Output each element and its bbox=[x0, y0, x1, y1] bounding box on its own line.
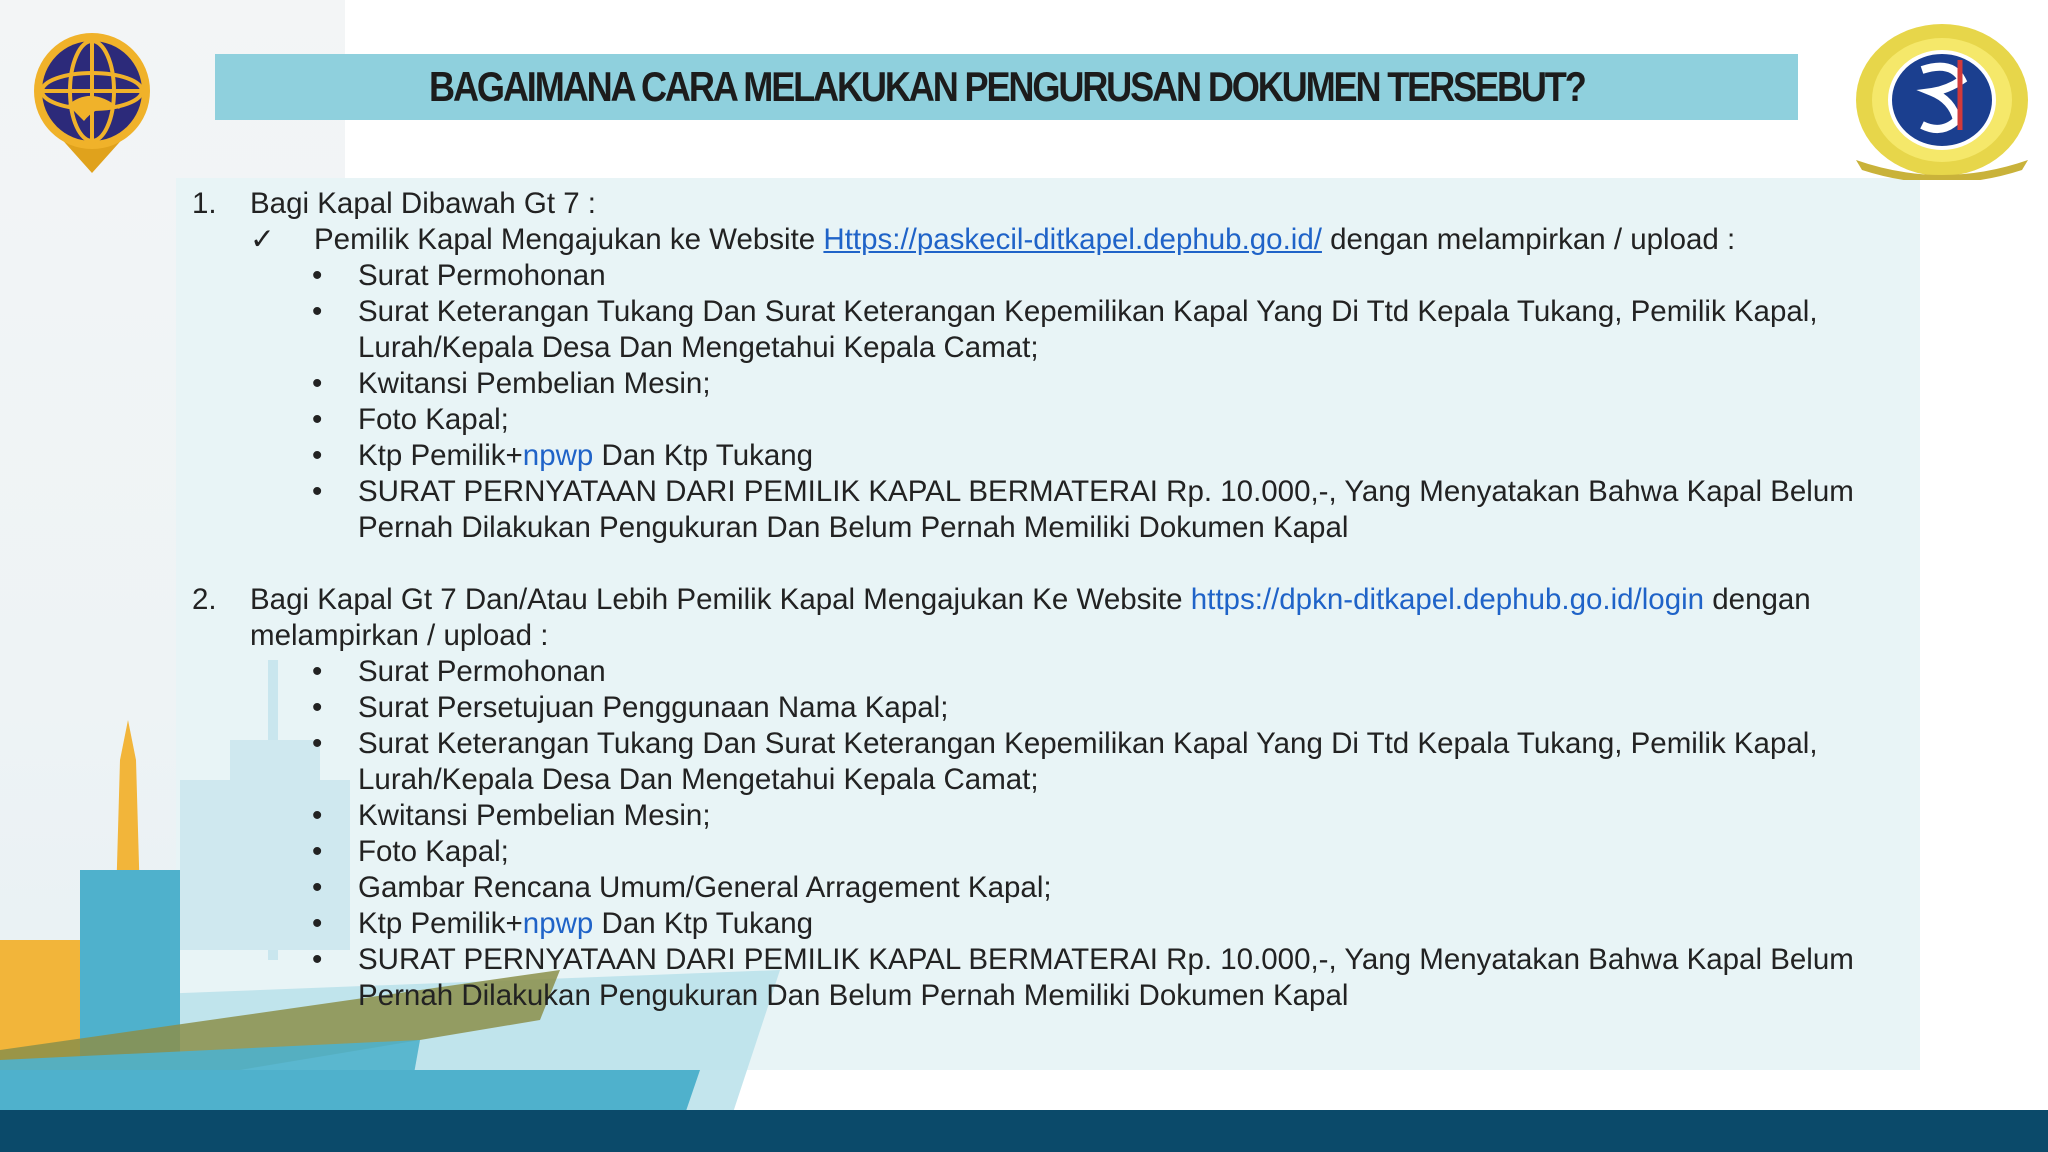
section-spacer bbox=[192, 546, 1912, 582]
list-item-text: SURAT PERNYATAAN DARI PEMILIK KAPAL BERMATERAI Rp. 10.000,-, Yang Menyatakan Bahwa Kapal Belum Pernah Dilakukan Pengukuran Dan Belum Pernah Memiliki Dokumen Kapal bbox=[358, 943, 1854, 1012]
section-heading bbox=[192, 582, 1912, 654]
checkmark-icon: ✓ bbox=[250, 223, 275, 256]
list-item-text: Dan Ktp Tukang bbox=[593, 439, 814, 472]
list-item-text: Ktp Pemilik+ bbox=[358, 439, 523, 472]
list-item-text: Surat Permohonan bbox=[358, 655, 606, 688]
list-item-text: Surat Keterangan Tukang Dan Surat Keterangan Kepemilikan Kapal Yang Di Ttd Kepala Tukang, Pemilik Kapal, Lurah/Kepala Desa Dan Mengetahui Kepala Camat; bbox=[358, 727, 1818, 796]
list-item bbox=[192, 942, 1912, 1014]
bullet-icon: • bbox=[312, 259, 323, 292]
bullet-icon: • bbox=[312, 871, 323, 904]
globe-eagle-icon bbox=[28, 25, 156, 175]
section-1 bbox=[192, 186, 1912, 546]
section-heading-prefix: Bagi Kapal Gt 7 Dan/Atau Lebih Pemilik Kapal Mengajukan Ke Website bbox=[250, 583, 1191, 616]
dpkn-website-link[interactable]: https://dpkn-ditkapel.dephub.go.id/login bbox=[1190, 583, 1705, 616]
list-item-text: SURAT PERNYATAAN DARI PEMILIK KAPAL BERMATERAI Rp. 10.000,-, Yang Menyatakan Bahwa Kapal Belum Pernah Dilakukan Pengukuran Dan Belum Pernah Memiliki Dokumen Kapal bbox=[358, 475, 1854, 544]
list-item-text: Kwitansi Pembelian Mesin; bbox=[358, 799, 711, 832]
list-item-text: Kwitansi Pembelian Mesin; bbox=[358, 367, 711, 400]
list-item-text: Gambar Rencana Umum/General Arragement Kapal; bbox=[358, 871, 1052, 904]
bullet-icon: • bbox=[312, 727, 323, 760]
list-item bbox=[192, 438, 1912, 474]
list-item bbox=[192, 294, 1912, 366]
list-item-text: Foto Kapal; bbox=[358, 835, 509, 868]
bullet-icon: • bbox=[312, 295, 323, 328]
list-item bbox=[192, 834, 1912, 870]
bullet-icon: • bbox=[312, 367, 323, 400]
paskecil-website-link[interactable]: Https://paskecil-ditkapel.dephub.go.id/ bbox=[823, 223, 1322, 256]
bullet-icon: • bbox=[312, 799, 323, 832]
bullet-icon: • bbox=[312, 475, 323, 508]
list-item bbox=[192, 366, 1912, 402]
npwp-link[interactable]: npwp bbox=[522, 439, 594, 472]
section-heading: Bagi Kapal Dibawah Gt 7 : bbox=[250, 187, 597, 220]
list-item bbox=[192, 258, 1912, 294]
list-item bbox=[192, 726, 1912, 798]
section-number: 2. bbox=[192, 583, 217, 616]
list-item-text: Dan Ktp Tukang bbox=[593, 907, 814, 940]
page-title: BAGAIMANA CARA MELAKUKAN PENGURUSAN DOKUMEN TERSEBUT? bbox=[428, 63, 1585, 110]
checklist-text-suffix: dengan melampirkan / upload : bbox=[1321, 223, 1736, 256]
section-1-requirements-list bbox=[192, 258, 1912, 546]
npwp-link[interactable]: npwp bbox=[522, 907, 594, 940]
bullet-icon: • bbox=[312, 403, 323, 436]
bullet-icon: • bbox=[312, 835, 323, 868]
bottom-band-dark bbox=[0, 1110, 2048, 1152]
document-body bbox=[192, 186, 1912, 1014]
list-item bbox=[192, 870, 1912, 906]
list-item bbox=[192, 906, 1912, 942]
list-item-text: Surat Persetujuan Penggunaan Nama Kapal; bbox=[358, 691, 949, 724]
list-item bbox=[192, 798, 1912, 834]
list-item-text: Surat Keterangan Tukang Dan Surat Keterangan Kepemilikan Kapal Yang Di Ttd Kepala Tukang, Pemilik Kapal, Lurah/Kepala Desa Dan Mengetahui Kepala Camat; bbox=[358, 295, 1818, 364]
section-2-requirements-list bbox=[192, 654, 1912, 1014]
list-item bbox=[192, 654, 1912, 690]
list-item-text: Foto Kapal; bbox=[358, 403, 509, 436]
section-heading-suffix: dengan melampirkan / upload : bbox=[250, 583, 1811, 652]
list-item-text: Ktp Pemilik+ bbox=[358, 907, 523, 940]
bullet-icon: • bbox=[312, 655, 323, 688]
bullet-icon: • bbox=[312, 439, 323, 472]
list-item-text: Surat Permohonan bbox=[358, 259, 606, 292]
anchor-emblem-icon bbox=[1852, 20, 2032, 180]
list-item bbox=[192, 402, 1912, 438]
section-2 bbox=[192, 582, 1912, 1014]
list-item bbox=[192, 690, 1912, 726]
bullet-icon: • bbox=[312, 907, 323, 940]
list-item bbox=[192, 474, 1912, 546]
bullet-icon: • bbox=[312, 691, 323, 724]
checklist-text-prefix: Pemilik Kapal Mengajukan ke Website bbox=[314, 223, 824, 256]
section-number: 1. bbox=[192, 187, 217, 220]
checklist-item bbox=[192, 222, 1912, 258]
title-bar bbox=[215, 54, 1798, 120]
bullet-icon: • bbox=[312, 943, 323, 976]
